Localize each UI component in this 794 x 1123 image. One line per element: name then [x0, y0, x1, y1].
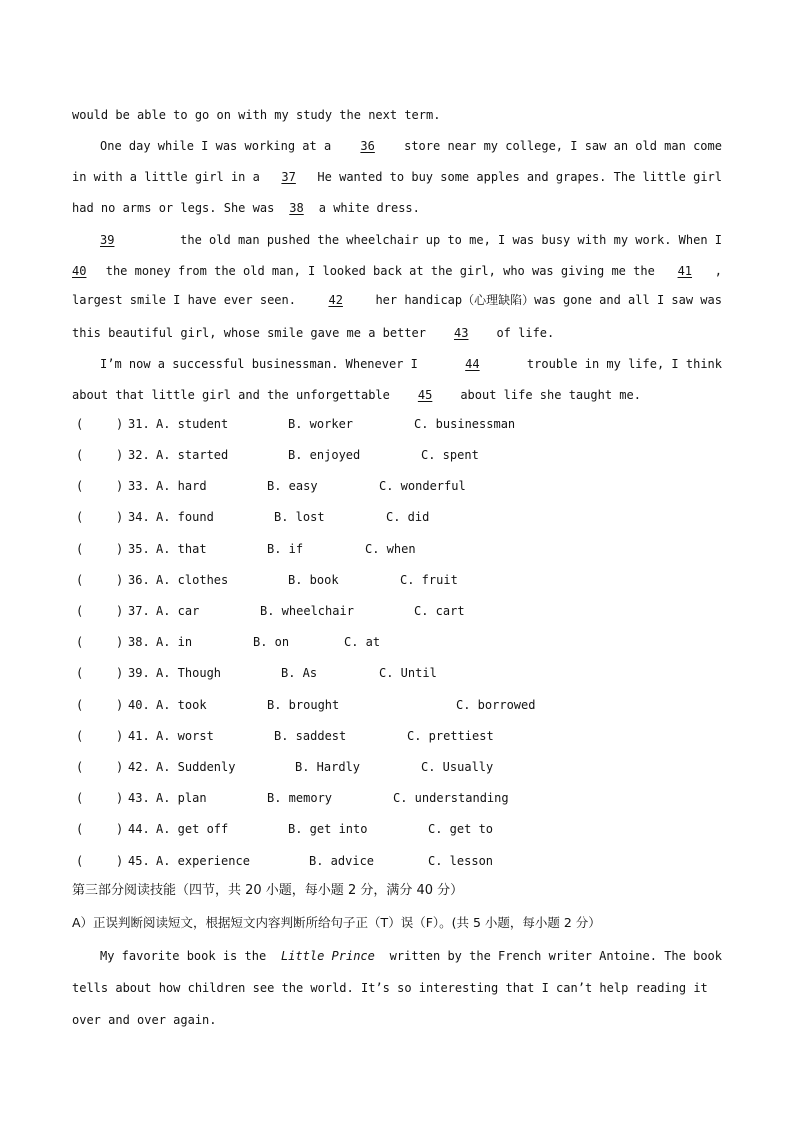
option-c: C. get to: [428, 822, 494, 836]
blank-45: 45: [417, 388, 433, 402]
question-number: 44.: [128, 822, 150, 836]
option-b: B. book: [288, 573, 339, 587]
answer-paren-close: ): [116, 760, 124, 774]
passage-line: 40 the money from the old man, I looked back at the girl, who was giving me the 41 ,: [72, 261, 722, 281]
option-a: A. took: [156, 698, 207, 712]
answer-paren-open: (: [76, 479, 84, 493]
option-b: B. brought: [267, 698, 340, 712]
question-number: 41.: [128, 729, 150, 743]
answer-paren-open: (: [76, 510, 84, 524]
option-c: C. cart: [414, 604, 465, 618]
passage-line: would be able to go on with my study the next term.: [72, 108, 441, 122]
option-c: C. fruit: [400, 573, 458, 587]
question-number: 37.: [128, 604, 150, 618]
blank-42: 42: [328, 293, 343, 307]
answer-paren-close: ): [116, 854, 124, 868]
blank-38: 38: [289, 201, 304, 215]
question-number: 36.: [128, 573, 150, 587]
answer-paren-close: ): [116, 666, 124, 680]
option-c: C. did: [386, 510, 430, 524]
option-c: C. when: [365, 542, 416, 556]
option-c: C. borrowed: [456, 698, 536, 712]
passage-line: about that little girl and the unforgettable 45 about life she taught me.: [72, 385, 722, 405]
option-a: A. Suddenly: [156, 760, 236, 774]
blank-37: 37: [281, 170, 296, 184]
answer-paren-open: (: [76, 417, 84, 431]
blank-43: 43: [454, 326, 469, 340]
passage-line: largest smile I have ever seen. 42 her handicap（心理缺陷）was gone and all I saw was: [72, 290, 722, 310]
option-c: C. at: [344, 635, 381, 649]
answer-paren-close: ): [116, 542, 124, 556]
passage-line: in with a little girl in a 37 He wanted to buy some apples and grapes. The little girl: [72, 167, 722, 187]
option-b: B. Hardly: [295, 760, 361, 774]
answer-paren-open: (: [76, 729, 84, 743]
option-b: B. if: [267, 542, 304, 556]
question-number: 43.: [128, 791, 150, 805]
option-b: B. memory: [267, 791, 333, 805]
option-a: A. experience: [156, 854, 250, 868]
option-b: B. easy: [267, 479, 318, 493]
answer-paren-close: ): [116, 822, 124, 836]
answer-paren-close: ): [116, 510, 124, 524]
book-title: Little Prince: [280, 949, 375, 963]
option-b: B. As: [281, 666, 318, 680]
question-number: 42.: [128, 760, 150, 774]
question-number: 39.: [128, 666, 150, 680]
passage-line: this beautiful girl, whose smile gave me a better 43 of life.: [72, 323, 722, 343]
option-a: A. car: [156, 604, 200, 618]
answer-paren-close: ): [116, 604, 124, 618]
answer-paren-open: (: [76, 698, 84, 712]
option-a: A. student: [156, 417, 229, 431]
option-a: A. found: [156, 510, 214, 524]
question-number: 32.: [128, 448, 150, 462]
answer-paren-close: ): [116, 791, 124, 805]
question-number: 38.: [128, 635, 150, 649]
answer-paren-open: (: [76, 635, 84, 649]
section-subtitle: A）正误判断阅读短文，根据短文内容判断所给句子正（T）误（F）。(共 5 小题，每小题 2 分）: [72, 915, 601, 930]
answer-paren-open: (: [76, 854, 84, 868]
option-a: A. get off: [156, 822, 229, 836]
answer-paren-open: (: [76, 666, 84, 680]
option-b: B. wheelchair: [260, 604, 354, 618]
question-number: 33.: [128, 479, 150, 493]
option-c: C. prettiest: [407, 729, 494, 743]
question-number: 35.: [128, 542, 150, 556]
passage-line: I’m now a successful businessman. Whenever I 44 trouble in my life, I think: [100, 354, 722, 374]
option-a: A. worst: [156, 729, 214, 743]
option-b: B. lost: [274, 510, 325, 524]
option-b: B. on: [253, 635, 290, 649]
option-a: A. that: [156, 542, 207, 556]
answer-paren-open: (: [76, 448, 84, 462]
option-c: C. wonderful: [379, 479, 466, 493]
blank-44: 44: [465, 357, 480, 371]
option-a: A. clothes: [156, 573, 229, 587]
blank-41: 41: [677, 264, 693, 278]
answer-paren-open: (: [76, 604, 84, 618]
answer-paren-open: (: [76, 573, 84, 587]
blank-40: 40: [72, 264, 87, 278]
question-number: 45.: [128, 854, 150, 868]
option-b: B. saddest: [274, 729, 347, 743]
answer-paren-open: (: [76, 791, 84, 805]
answer-paren-close: ): [116, 635, 124, 649]
option-b: B. enjoyed: [288, 448, 361, 462]
blank-39: 39: [100, 233, 115, 247]
blank-36: 36: [360, 139, 375, 153]
option-c: C. spent: [421, 448, 479, 462]
reading-line: over and over again.: [72, 1013, 217, 1027]
section-title: 第三部分阅读技能（四节，共 20 小题，每小题 2 分，满分 40 分）: [72, 883, 464, 898]
option-a: A. plan: [156, 791, 207, 805]
option-c: C. businessman: [414, 417, 516, 431]
option-b: B. advice: [309, 854, 375, 868]
answer-paren-close: ): [116, 573, 124, 587]
answer-paren-close: ): [116, 448, 124, 462]
passage-line: One day while I was working at a 36 store near my college, I saw an old man come: [100, 136, 722, 156]
option-a: A. started: [156, 448, 229, 462]
passage-line: had no arms or legs. She was 38 a white dress.: [72, 198, 722, 218]
answer-paren-open: (: [76, 542, 84, 556]
answer-paren-open: (: [76, 760, 84, 774]
reading-line: My favorite book is the Little Prince written by the French writer Antoine. The book: [100, 946, 722, 966]
option-b: B. worker: [288, 417, 354, 431]
answer-paren-close: ): [116, 479, 124, 493]
passage-line: 39 the old man pushed the wheelchair up to me, I was busy with my work. When I: [100, 230, 722, 250]
option-b: B. get into: [288, 822, 368, 836]
reading-line: tells about how children see the world. It’s so interesting that I can’t help reading it: [72, 981, 708, 995]
answer-paren-open: (: [76, 822, 84, 836]
option-a: A. in: [156, 635, 193, 649]
option-c: C. Until: [379, 666, 437, 680]
answer-paren-close: ): [116, 417, 124, 431]
answer-paren-close: ): [116, 729, 124, 743]
option-c: C. understanding: [393, 791, 509, 805]
question-number: 31.: [128, 417, 150, 431]
question-number: 40.: [128, 698, 150, 712]
option-a: A. Though: [156, 666, 222, 680]
question-number: 34.: [128, 510, 150, 524]
option-c: C. lesson: [428, 854, 494, 868]
option-c: C. Usually: [421, 760, 494, 774]
answer-paren-close: ): [116, 698, 124, 712]
option-a: A. hard: [156, 479, 207, 493]
